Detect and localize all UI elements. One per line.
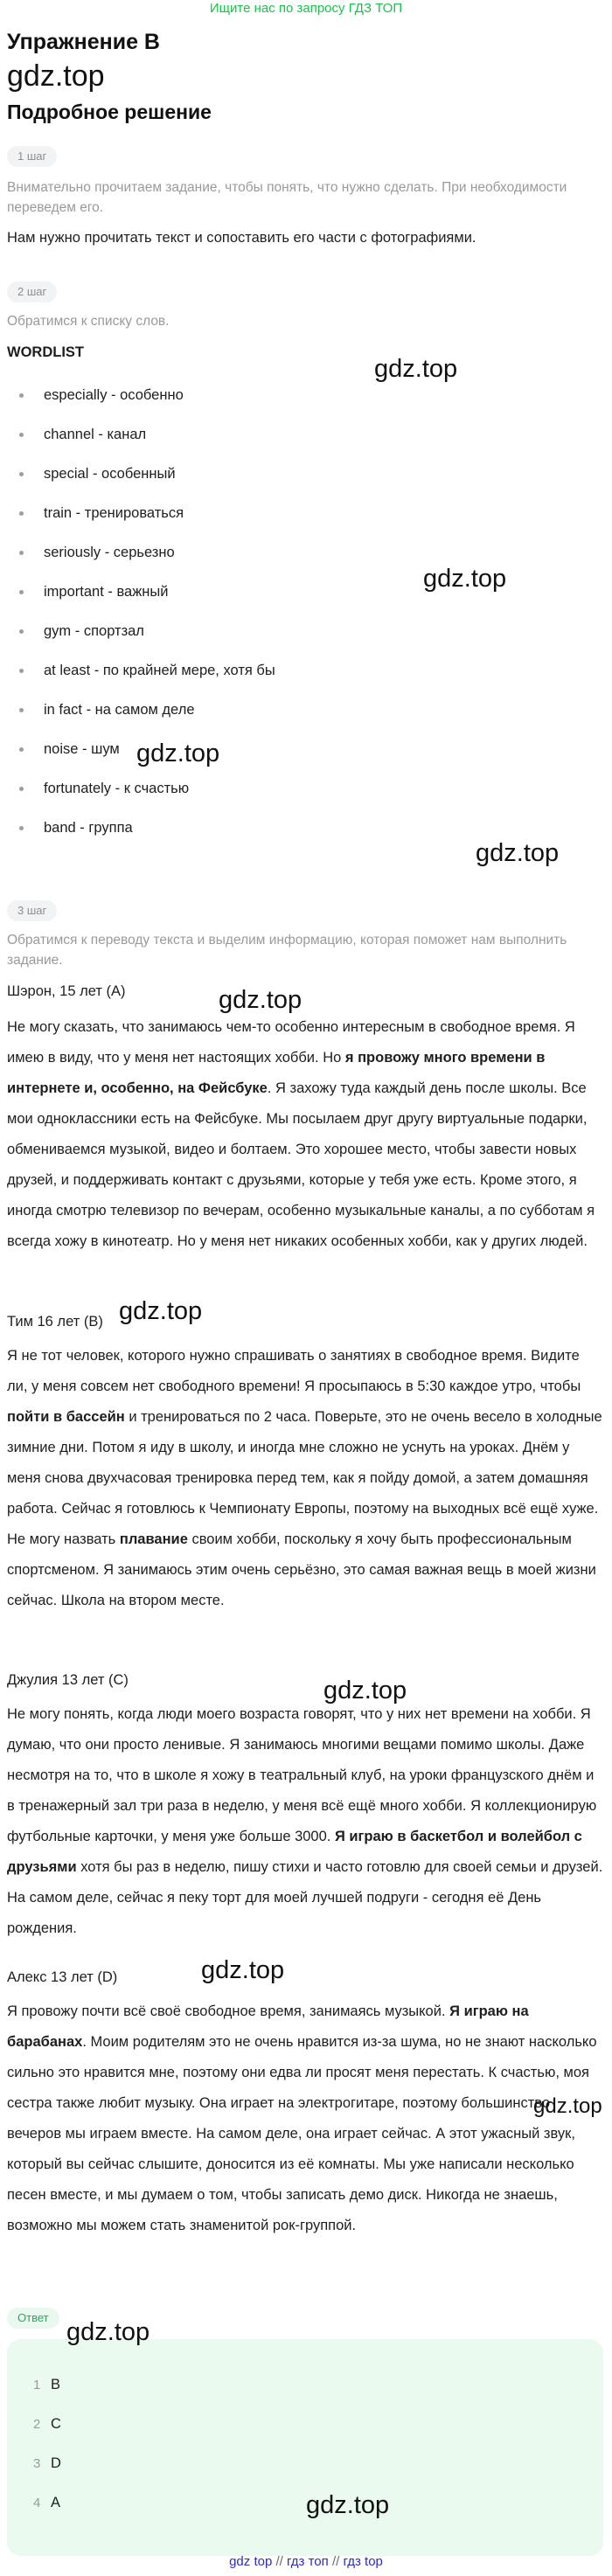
text-fragment: . Я захожу туда каждый день после школы. Все мои одноклассники есть на Фейсбуке. Мы посылаем друг другу виртуальные подарки, обмениваемся музыкой, видео и болтаем. Это хорошее место, чтобы завести новых друзей, и поддерживать контакт с друзьями, которые у тебя уже есть. Кроме этого, я иногда смотрю телевизор по вечерам, особенно музыкальные каналы, а по субботам я всегда хожу в кинотеатр. Но у меня нет никаких особенных хобби, как у других людей. [7, 1080, 595, 1249]
text-fragment: хотя бы раз в неделю, пишу стихи и часто готовлю для своей семьи и друзей. На самом деле, сейчас я пеку торт для моей лучшей подруги - сегодня её День рождения. [7, 1859, 603, 1936]
footer-link[interactable]: гдз top [343, 2554, 383, 2569]
highlight-text: Я играю в баскетбол и волейбол с друзьями [7, 1829, 582, 1875]
footer-links [0, 2552, 612, 2572]
watermark: gdz.top [476, 839, 560, 867]
highlight-text: Я играю на барабанах [7, 2003, 529, 2050]
answer-number: 4 [33, 2496, 41, 2510]
word-list-item [12, 385, 449, 424]
text-section-body [7, 1341, 603, 1616]
watermark: gdz.top [66, 2318, 150, 2346]
word-entry: train - тренироваться [44, 505, 184, 521]
watermark: gdz.top [533, 2094, 602, 2118]
word-list [12, 385, 449, 857]
answer-number: 1 [33, 2378, 41, 2392]
word-list-item [12, 621, 449, 660]
word-list-item [12, 463, 449, 503]
wordlist-title: WORDLIST [7, 344, 84, 360]
word-list-item [12, 699, 449, 739]
word-entry: noise - шум [44, 741, 120, 757]
bullet-icon [19, 472, 24, 476]
answer-value: D [51, 2455, 61, 2471]
answer-item [33, 2492, 61, 2531]
answer-value: A [51, 2495, 61, 2510]
word-entry: fortunately - к счастью [44, 781, 190, 796]
word-entry: in fact - на самом деле [44, 702, 195, 718]
watermark: gdz.top [119, 1297, 203, 1325]
answer-number: 3 [33, 2456, 41, 2471]
section-title: Подробное решение [7, 101, 212, 123]
highlight-text: пойти в бассейн [7, 1409, 125, 1425]
step-note: Внимательно прочитаем задание, чтобы понять, что нужно сделать. При необходимости переведем его. [7, 180, 567, 215]
word-entry: at least - по крайней мере, хотя бы [44, 663, 275, 678]
text-fragment: Не могу сказать, что занимаюсь чем-то особенно интересным в свободное время. Я имею в виду, что у меня нет настоящих хобби. Но [7, 1019, 575, 1066]
watermark: gdz.top [201, 1956, 285, 1984]
watermark: gdz.top [423, 565, 507, 593]
text-fragment: Я не тот человек, которого нужно спрашивать о занятиях в свободное время. Видите ли, у меня совсем нет свободного времени! Я просыпаюсь в 5:30 каждое утро, чтобы [7, 1348, 581, 1394]
bullet-icon [19, 433, 24, 437]
text-section-body [7, 1699, 603, 1944]
bullet-icon [19, 551, 24, 555]
site-logo: gdz.top [7, 59, 105, 93]
watermark: gdz.top [374, 355, 458, 383]
bullet-icon [19, 590, 24, 594]
bullet-icon [19, 669, 24, 673]
footer-link[interactable]: gdz top [229, 2554, 273, 2569]
bullet-icon [19, 826, 24, 830]
answer-item [33, 2413, 61, 2453]
word-entry: special - особенный [44, 466, 176, 482]
answer-number: 2 [33, 2417, 41, 2432]
step-badge: 3 шаг [7, 900, 57, 921]
step-note: Обратимся к списку слов. [7, 314, 170, 329]
answer-item [33, 2453, 61, 2492]
text-fragment: Не могу понять, когда люди моего возраста говорят, что у них нет времени на хобби. Я думаю, что они просто ленивые. Я занимаюсь многими вещами помимо школы. Даже несмотря на то, что в школе я хожу в театральный клуб, на уроки французского днём и в тренажерный зал три раза в неделю, у меня всё ещё много хобби. Я коллекционирую футбольные карточки, у меня уже больше 3000. [7, 1706, 597, 1844]
answer-item [33, 2374, 61, 2413]
text-fragment: и тренироваться по 2 часа. Поверьте, это не очень весело в холодные зимние дни. Потом я иду в школу, и иногда мне сложно не уснуть на уроках. Днём у меня снова двухчасовая тренировка перед тем, как я пойду домой, а затем домашняя работа. Сейчас я готовлюсь к Чемпионату Европы, поэтому на выходных всё ещё хуже. Не могу назвать [7, 1409, 602, 1547]
bullet-icon [19, 629, 24, 634]
text-section-body [7, 1012, 603, 1257]
text-section-heading: Тим 16 лет (B) [7, 1314, 103, 1330]
word-list-item [12, 739, 449, 778]
step-badge: 2 шаг [7, 281, 57, 302]
watermark: gdz.top [323, 1677, 407, 1705]
answer-value: C [51, 2416, 61, 2432]
step-badge: 1 шаг [7, 146, 57, 167]
word-list-item [12, 503, 449, 542]
word-entry: channel - канал [44, 427, 147, 442]
bullet-icon [19, 787, 24, 791]
step-note: Обратимся к переводу текста и выделим информацию, которая поможет нам выполнить задание. [7, 933, 567, 968]
word-entry: seriously - серьезно [44, 545, 175, 560]
bullet-icon [19, 708, 24, 712]
word-list-item [12, 424, 449, 463]
word-list-item [12, 778, 449, 817]
word-entry: especially - особенно [44, 387, 184, 403]
text-section-heading: Шэрон, 15 лет (A) [7, 983, 126, 999]
answer-list [33, 2374, 61, 2531]
watermark: gdz.top [306, 2491, 390, 2519]
text-section-heading: Джулия 13 лет (C) [7, 1672, 129, 1688]
answer-badge: Ответ [7, 2308, 59, 2329]
text-section-body [7, 1996, 603, 2241]
watermark: gdz.top [136, 739, 220, 767]
text-fragment: Я провожу почти всё своё свободное время, занимаясь музыкой. [7, 2003, 450, 2019]
footer-link[interactable]: гдз топ [287, 2554, 329, 2569]
answer-box [7, 2339, 603, 2556]
step-text: Нам нужно прочитать текст и сопоставить его части с фотографиями. [7, 230, 476, 246]
answer-value: B [51, 2377, 61, 2392]
page-title: Упражнение B [7, 30, 160, 54]
word-entry: band - группа [44, 820, 133, 836]
word-list-item [12, 542, 449, 581]
bullet-icon [19, 747, 24, 752]
bullet-icon [19, 393, 24, 398]
footer-separator: // [275, 2554, 283, 2569]
highlight-text: я провожу много времени в интернете и, особенно, на Фейсбуке [7, 1050, 546, 1096]
text-section-heading: Алекс 13 лет (D) [7, 1969, 118, 1985]
bullet-icon [19, 511, 24, 516]
word-list-item [12, 581, 449, 621]
text-fragment: . Моим родителям это не очень нравится из-за шума, но не знают насколько сильно это нравится мне, поэтому они едва ли просят меня перестать. К счастью, моя сестра также любит музыку. Она играет на электрогитаре, поэтому большинство вечеров мы играем вместе. На самом деле, она играет сейчас. А этот ужасный звук, который вы сейчас слышите, доносится из её комнаты. Мы уже написали несколько песен вместе, и мы думаем о том, чтобы записать демо диск. Никогда не знаешь, возможно мы можем стать знаменитой рок-группой. [7, 2034, 597, 2233]
word-entry: gym - спортзал [44, 623, 144, 639]
word-entry: important - важный [44, 584, 169, 600]
word-list-item [12, 817, 449, 857]
watermark: gdz.top [219, 986, 303, 1014]
footer-separator: // [331, 2554, 340, 2569]
text-fragment: своим хобби, поскольку я хочу быть профессиональным спортсменом. Я занимаюсь этим очень серьёзно, это самая важная вещь в моей жизни сейчас. Школа на втором месте. [7, 1531, 596, 1608]
top-banner[interactable]: Ищите нас по запросу ГДЗ ТОП [209, 1, 403, 16]
highlight-text: плавание [119, 1531, 188, 1547]
word-list-item [12, 660, 449, 699]
